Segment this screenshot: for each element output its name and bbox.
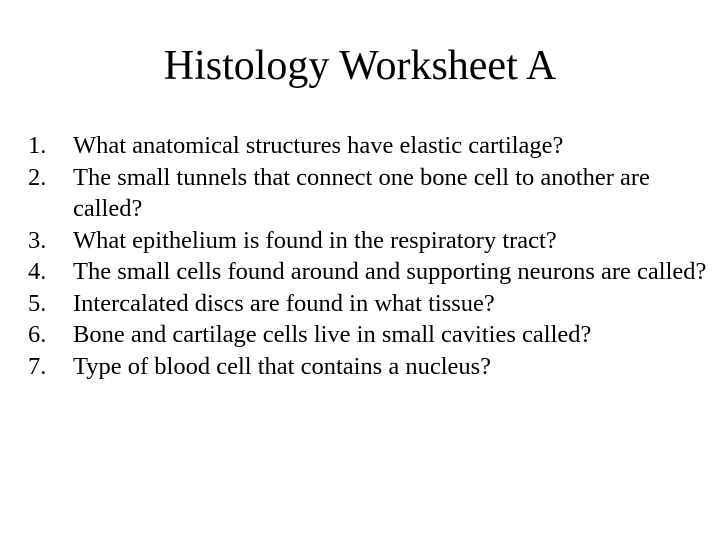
question-text: What anatomical structures have elastic cartilage? bbox=[73, 132, 564, 159]
question-number: 3. bbox=[28, 226, 47, 254]
question-text: The small cells found around and supporting neurons are called? bbox=[73, 258, 707, 285]
question-number: 6. bbox=[28, 321, 47, 348]
question-number: 1. bbox=[28, 132, 47, 159]
question-item bbox=[28, 256, 708, 288]
question-text: Bone and cartilage cells live in small cavities called? bbox=[73, 321, 592, 348]
question-number: 2. bbox=[28, 163, 47, 191]
question-number: 4. bbox=[28, 258, 47, 285]
question-text: Intercalated discs are found in what tissue? bbox=[73, 289, 495, 317]
page-title: Histology Worksheet A bbox=[163, 43, 557, 89]
question-list bbox=[28, 130, 708, 382]
question-number: 7. bbox=[28, 352, 47, 380]
question-item bbox=[28, 225, 708, 257]
question-item bbox=[28, 288, 708, 320]
question-item bbox=[28, 130, 708, 162]
question-text: What epithelium is found in the respiratory tract? bbox=[73, 226, 557, 254]
question-item bbox=[28, 351, 708, 383]
question-item bbox=[28, 162, 708, 225]
question-item bbox=[28, 319, 708, 351]
question-number: 5. bbox=[28, 289, 47, 317]
question-text: Type of blood cell that contains a nucleus? bbox=[73, 352, 492, 380]
question-text: The small tunnels that connect one bone cell to another are called? bbox=[73, 163, 650, 222]
